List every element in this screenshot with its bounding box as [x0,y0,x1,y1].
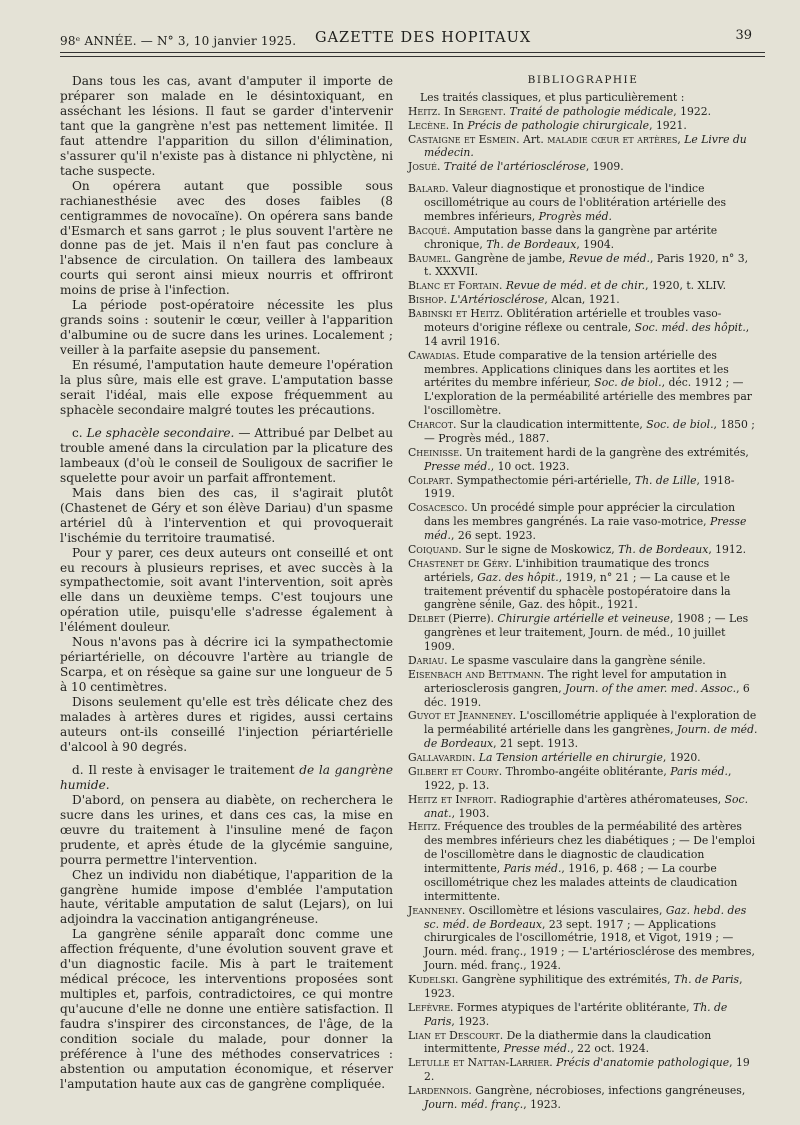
reference-author: Gilbert et Coury. [408,764,503,778]
reference-text: In [440,104,459,118]
reference-author: Cheinisse. [408,445,463,459]
reference-text: , 1909. [585,160,624,174]
reference-author: Lecène. [408,118,450,132]
reference-source: Soc. anat. [424,792,749,820]
reference-item [408,1056,758,1084]
reference-source: Th. de Lille [634,473,697,487]
reference-item [408,1084,758,1112]
reference-text: Le spasme vasculaire dans la gangrène sénile. [447,653,706,667]
reference-author: Babinski et Heitz. [408,307,504,320]
reference-source: Traité de l'artériosclérose [443,160,586,174]
reference-item [408,182,758,224]
page-number: 39 [735,28,752,43]
reference-author: Balard. [408,182,449,196]
reference-author: Kudelski. [408,973,459,986]
reference-author: Heitz. [408,104,441,118]
reference-source: Précis d'anatomie pathologique [556,1056,730,1070]
reference-item [408,133,758,161]
reference-text: Fréquence des troubles de la perméabilité des artères des membres inférieurs chez les diabétiques ; — De l'emploi de l'oscillomètre dans le diagnostic de claudication intermittente, [424,820,756,875]
reference-text: , Paris 1920, n° 3, t. XXXVII. [424,251,749,279]
reference-author: Heitz. [408,820,441,834]
reference-text: maladie cœur et artères, [547,132,681,146]
journal-title: GAZETTE DES HOPITAUX [315,30,532,46]
reference-text: Oscillomètre et lésions vasculaires, [465,903,666,917]
reference-group-classics [408,105,758,174]
reference-author: Cawadias. [408,348,460,362]
reference-text: , 1912. [708,542,747,556]
reference-text: (Pierre). [444,612,498,626]
reference-text: In [449,118,468,132]
reference-author: Blanc et Fortain. [408,279,503,293]
reference-source: Th. de Bordeaux [486,237,577,251]
reference-text: , Alcan, 1921. [544,293,620,307]
reference-author: Josué. [408,160,441,174]
reference-item [408,105,758,119]
section-text: d. Il reste à envisager le traitement [72,762,300,777]
reference-source: Soc. de biol. [594,376,662,390]
paragraph: Chez un individu non diabétique, l'apparition de la gangrène humide impose d'emblée l'amputation haute, véritable amputation de salut (Lejars), on lui adjoindra la vaccination antigangréneuse. [60,867,393,927]
reference-item [408,612,758,654]
reference-text: , 19 2. [424,1056,750,1084]
reference-text: , 26 sept. 1923. [450,529,536,542]
reference-text: Formes atypiques de l'artérite oblitérante, [453,1000,693,1014]
reference-item [408,654,758,668]
reference-author: Lardennois. [408,1084,472,1097]
paragraph: On opérera autant que possible sous rachianesthésie avec des doses faibles (8 centigrammes de novocaïne). On opérera sans bande d'Esmarch et sans garrot ; le plus souvent l'artère ne donne pas de jet. Mais il n'en faut pas conclure à l'absence de circulation. On taillera des lambeaux courts qui seront ainsi mieux nourris et offriront moins de prise à l'infection. [60,178,393,298]
reference-source: Th. de Paris [673,973,740,986]
reference-text: , 1923. [523,1097,561,1111]
reference-text: , 1850 ; — Progrès méd., 1887. [424,418,755,445]
reference-source: Chirurgie artérielle et veineuse [497,612,670,626]
reference-text: Gangrène de jambe, [451,251,569,265]
reference-text: Thrombo-angéite oblitérante, [502,764,671,778]
reference-item [408,709,758,751]
paragraph: Pour y parer, ces deux auteurs ont conseillé et ont eu recours à plusieurs reprises, et avec succès à la sympathectomie, soit avant l'intervention, soit après elle dans un deuxième temps. C'est toujours une opération utile, puisqu'elle s'adresse également à l'élément douleur. [60,545,393,635]
section-label: c. [72,425,87,440]
reference-author: Coiquand. [408,542,462,556]
reference-text: Gangrène, nécrobioses, infections gangréneuses, [471,1084,746,1097]
reference-author: Heitz et Infroit. [408,792,497,806]
reference-source: Soc. de biol. [646,418,714,431]
reference-text: , 1920, t. XLIV. [645,279,726,293]
reference-item [408,349,758,418]
reference-source: Th. de Paris [424,1000,728,1028]
reference-item [408,160,758,174]
reference-text: L'oscillométrie appliquée à l'exploration de la perméabilité artérielle dans les gangrènes, [424,709,757,737]
reference-source: Traité de pathologie médicale [506,104,674,118]
paragraph: La gangrène sénile apparaît donc comme une affection fréquente, d'une évolution souvent grave et d'un diagnostic facile. Mis à part le traitement médical précoce, les interventions proposées sont multiples et, parfois, contradictoires, ce qui montre qu'aucune d'elle ne donne une entière satisfaction. Il faudra s'inspirer des circonstances, de l'âge, de la condition sociale du malade, pour donner la préférence à l'une des méthodes conservatrices : abstention ou amputation économique, et réserver l'amputation haute aux cas de gangrène compliquée. [60,927,393,1091]
reference-author: Guyot et Jeanneney. [408,709,516,723]
header-rule-thin [60,56,765,57]
reference-text: , 1923. [451,1014,490,1028]
reference-source: Paris méd. [670,764,728,778]
reference-text: De la diathermie dans la claudication intermittente, [424,1028,712,1056]
reference-text: , 1920. [662,751,701,764]
reference-text: Un traitement hardi de la gangrène des extrémités, [462,445,749,459]
paragraph: La période post-opératoire nécessite les plus grands soins : soutenir le cœur, veiller à l'apparition d'albumine ou de sucre dans les urines. Localement ; veiller à la parfaite asepsie du pansement. [60,298,393,358]
reference-author: Colpart. [408,473,454,487]
reference-text: , 1903. [451,806,490,820]
reference-item [408,557,758,613]
reference-text: , 14 avril 1916. [424,320,750,348]
reference-author: Bishop. [408,293,447,307]
reference-text: Sur le signe de Moskowicz, [461,542,619,556]
reference-item [408,224,758,252]
paragraph: Disons seulement qu'elle est très délicate chez des malades à artères dures et rigides, aussi certains auteurs ont-ils conseillé l'injection périartérielle d'alcool à 90 degrés. [60,695,393,754]
reference-item [408,1029,758,1057]
reference-item [408,765,758,793]
reference-item [408,751,758,765]
reference-author: Castaigne et Esmein. [408,132,520,146]
reference-text: Art. [519,132,548,146]
reference-item [408,543,758,557]
paragraph: Mais dans bien des cas, il s'agirait plutôt (Chastenet de Géry et son élève Dariau) d'un spasme artériel dû à l'intervention et qui provoquerait l'ischémie du territoire traumatisé. [60,485,393,545]
reference-item [408,501,758,543]
reference-text: , 1904. [576,237,615,251]
reference-author: Bacqué. [408,223,451,237]
reference-item [408,668,758,710]
reference-text: Oblitération artérielle et troubles vaso-moteurs d'origine réflexe ou centrale, [424,307,722,334]
reference-text: Sergent. [458,104,507,118]
reference-source: Précis de pathologie chirurgicale [467,118,650,132]
reference-list [408,182,758,1112]
reference-author: Delbet [408,612,445,626]
reference-item [408,446,758,474]
reference-author: Dariau. [408,653,448,667]
reference-text: , 1916, p. 468 ; — La courbe oscillométrique chez les malades atteints de claudication intermittente. [424,862,738,903]
reference-source: Presse méd. [424,515,747,542]
left-column [60,74,393,1092]
reference-author: Lian et Descourt. [408,1028,504,1042]
reference-text: , 6 déc. 1919. [424,681,750,709]
reference-text: , 1908 ; — Les gangrènes et leur traitement, Journ. de méd., 10 juillet 1909. [424,612,749,653]
reference-text: Amputation basse dans la gangrène par artérite chronique, [424,223,718,251]
reference-text: Gangrène syphilitique des extrémités, [458,973,674,986]
reference-text: , 1922, p. 13. [424,764,732,792]
reference-text: Radiographie d'artères athéromateuses, [496,792,725,806]
paragraph: Dans tous les cas, avant d'amputer il importe de préparer son malade en le désintoxiquant, en asséchant les lésions. Il faut se garder d'intervenir tant que la gangrène n'est pas nettement limitée. Il faut attendre l'apparition du sillon d'élimination, s'assurer qu'il n'existe pas à distance ni phlyctène, ni tache suspecte. [60,74,393,178]
reference-item [408,793,758,821]
reference-source: La Tension artérielle en chirurgie [478,751,663,764]
reference-item [408,307,758,349]
reference-source: Presse méd. [503,1042,571,1056]
section-text: — Attribué par Delbet au trouble amené dans la circulation par la plicature des lambeaux (d'où le conseil de Souligoux de sacrifier le squelette pour avoir un parfait affrontement. [60,425,393,485]
reference-source: Revue de méd. et de chir. [505,279,646,293]
section-c-paragraph [60,426,393,486]
reference-text: , 1918-1919. [424,473,735,501]
reference-author: Cosacesco. [408,501,468,515]
reference-author: Lefèvre. [408,1000,454,1014]
reference-source: Progrès méd. [538,209,612,223]
reference-author: Chastenet de Géry. [408,556,512,570]
reference-source: Gaz. des hôpit. [477,570,559,584]
bibliography-title: BIBLIOGRAPHIE [527,74,639,86]
reference-source: Presse méd. [424,459,491,473]
reference-text: Valeur diagnostique et pronostique de l'indice oscillométrique au cours de l'oblitération artérielle des membres inférieurs, [424,182,727,223]
reference-text: The right level for amputation in arteriosclerosis gangren, [424,667,727,695]
reference-author: Jeanneney. [408,903,466,917]
section-d-paragraph [60,763,393,793]
reference-item [408,418,758,446]
reference-text: , 1922. [673,104,712,118]
header-rule [60,52,765,53]
reference-source: L'Artériosclérose [450,293,545,307]
reference-item [408,474,758,502]
section-title: Le sphacèle secondaire. [86,425,235,440]
reference-text: Etude comparative de la tension artérielle des membres. Applications cliniques dans les aortites et les artérites du membre inférieur, [424,348,729,390]
paragraph: Nous n'avons pas à décrire ici la sympathectomie périartérielle, on découvre l'artère au triangle de Scarpa, et on résèque sa gaine sur une longueur de 5 à 10 centimètres. [60,635,393,695]
reference-text: Un procédé simple pour apprécier la circulation dans les membres gangrénés. La raie vaso-motrice, [424,501,736,529]
reference-author: Eisenbach and Bettmann. [408,667,545,681]
reference-item [408,279,758,293]
reference-item [408,293,758,307]
reference-text: L'inhibition traumatique des troncs artériels, [424,556,710,584]
reference-item [408,252,758,280]
reference-text: , 22 oct. 1924. [570,1042,650,1056]
reference-source: Soc. méd. des hôpit. [634,320,746,334]
reference-source: Revue de méd. [568,251,650,265]
reference-item [408,904,758,973]
bibliography-column [408,74,758,1112]
reference-source: Th. de Bordeaux [618,542,709,556]
reference-source: Paris méd. [503,862,562,875]
reference-text: , 23 sept. 1917 ; — Applications chirurgicales de l'oscillométrie, 1918, et Vigot, 1919 ; — Journ. méd. franç., 1919 ; — L'artériosclérose des membres, Journ. méd. franç., 1924. [424,917,755,973]
reference-item [408,119,758,133]
reference-source: Journ. méd. franç. [424,1097,524,1111]
reference-author: Letulle et Nattan-Larrier. [408,1056,553,1070]
reference-text: , 10 oct. 1923. [490,459,570,473]
issue-info: 98ᵉ ANNÉE. — N° 3, 10 janvier 1925. [60,34,297,48]
reference-source: Le Livre du médecin. [424,132,747,160]
reference-item [408,820,758,903]
reference-item [408,1001,758,1029]
bibliography-intro: Les traités classiques, et plus particulièrement : [420,90,685,104]
paragraph: En résumé, l'amputation haute demeure l'opération la plus sûre, mais elle est grave. L'amputation basse serait l'idéal, mais elle expose fréquemment au sphacèle secondaire malgré toutes les précautions. [60,358,393,417]
reference-text: , 1923. [424,973,743,1000]
reference-source: Gaz. hebd. des sc. méd. de Bordeaux [424,903,747,931]
paragraph: D'abord, on pensera au diabète, on recherchera le sucre dans les urines, et dans ces cas, la mise en œuvre du traitement à l'insuline mené de façon prudente, et après étude de la glycémie sanguine, pourra permettre l'intervention. [60,792,393,867]
running-header [60,24,760,52]
reference-text: , 1921. [649,118,687,132]
reference-text: Sur la claudication intermittente, [456,418,647,431]
reference-source: Journ. de méd. de Bordeaux [424,723,758,751]
section-title: de la gangrène humide. [60,762,393,792]
reference-source: Journ. of the amer. med. Assoc. [565,681,737,695]
reference-item [408,973,758,1001]
reference-author: Gallavardin. [408,751,476,764]
reference-text: Sympathectomie péri-artérielle, [453,473,635,487]
reference-author: Baumel. [408,251,452,265]
reference-text: , déc. 1912 ; — L'exploration de la perméabilité artérielle des membres par l'oscillomètre. [424,376,752,418]
reference-author: Charcot. [408,418,457,431]
reference-text: , 21 sept. 1913. [493,737,579,751]
reference-text: , 1919, n° 21 ; — La cause et le traitement préventif du sphacèle postopératoire dans la gangrène sénile, Gaz. des hôpit., 1921. [424,570,731,612]
